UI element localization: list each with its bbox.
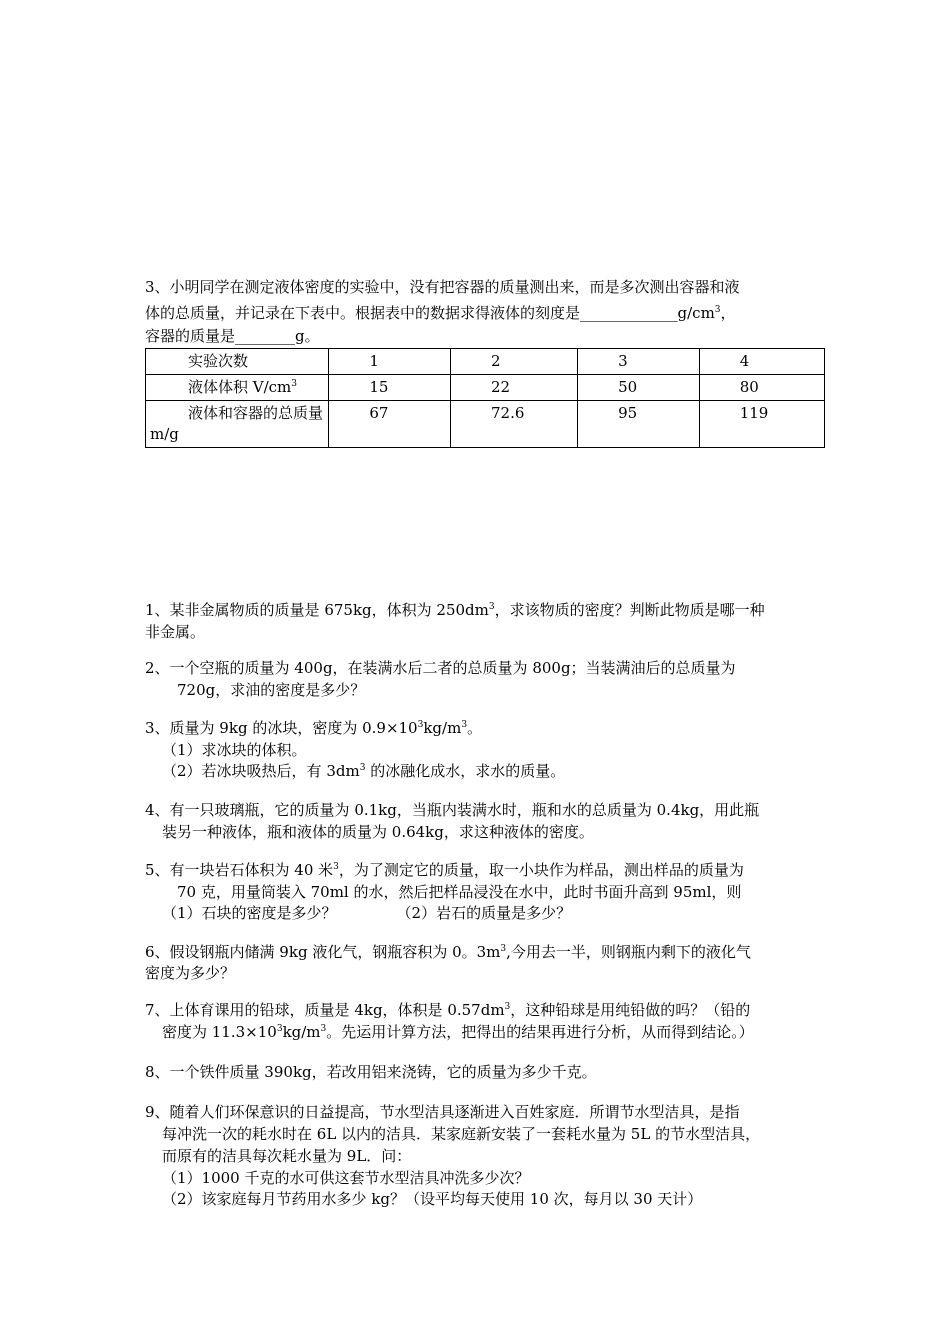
problem-9-line-2: 每冲洗一次的耗水时在 6L 以内的洁具．某家庭新安装了一套耗水量为 5L 的节水型洁具， [162,1125,761,1143]
text: 。 [467,719,483,737]
table-cell: 2 [450,349,577,375]
problem-3-line-3 [162,761,565,781]
text: 密度为 11.3×10 [162,1023,277,1041]
text: （2）岩石的质量是多少？ [396,904,572,922]
density-answer-blank[interactable]: _____________ [580,304,678,322]
table-cell: 80 [699,375,824,401]
problem-2-line-2: 720g，求油的密度是多少？ [177,681,366,699]
text: 6、假设钢瓶内储满 9kg 液化气，钢瓶容积为 0。3m [145,943,501,961]
experiment-table [145,348,825,448]
problem-5-line-3 [162,903,571,923]
q3-text-3-end: g。 [295,327,320,345]
table-cell: 119 [699,401,824,448]
text: （1）石块的密度是多少？ [162,904,337,922]
problem-5-line-2: 70 克，用量筒装入 70ml 的水，然后把样品浸没在水中，此时书面升高到 95ml，则 [177,883,742,901]
sup: 3 [276,1024,283,1034]
text: 1、某非金属物质的质量是 675kg，体积为 250dm [145,601,489,619]
problem-7-line-1 [145,1000,750,1020]
table-cell: 67 [329,401,451,448]
problem-6-line-2: 密度为多少？ [145,964,236,982]
text: ，这种铅球是用纯铅做的吗？（铅的 [510,1001,751,1019]
row-label-2: m/g [150,425,179,443]
text: 。先运用计算方法，把得出的结果再进行分析，从而得到结论。） [326,1023,754,1041]
q3-line-3 [145,326,320,346]
table-header-cell [146,401,329,448]
table-row [146,401,825,448]
text: 3、质量为 9kg 的冰块，密度为 0.9×10 [145,719,418,737]
problem-9-line-3: 而原有的洁具每次耗水量为 9L．问： [162,1147,412,1165]
problem-9-line-4: （1）1000 千克的水可供这套节水型洁具冲洗多少次？ [162,1169,530,1187]
q3-line-1 [145,277,740,297]
text: ，为了测定它的质量，取一小块作为样品，测出样品的质量为 [338,861,744,879]
sup: 3 [488,602,495,612]
q3-text-3: 容器的质量是 [145,327,236,345]
text: 7、上体育课用的铅球，质量是 4kg，体积是 0.57dm [145,1001,505,1019]
container-mass-blank[interactable]: ________ [235,327,296,345]
density-unit-sup: 3 [714,305,721,315]
problem-7-line-2 [162,1022,754,1042]
sup: 3 [359,763,366,773]
problem-6-line-1 [145,942,751,962]
density-unit: g/cm [677,304,715,322]
table-header-cell [146,375,329,401]
text: 的冰融化成水，求水的质量。 [365,762,566,780]
problem-2-line-1: 2、一个空瓶的质量为 400g，在装满水后二者的总质量为 800g；当装满油后的总质量为 [145,659,736,677]
problem-4-line-2: 装另一种液体，瓶和液体的质量为 0.64kg，求这种液体的密度。 [162,823,594,841]
table-row [146,349,825,375]
sup: 3 [500,944,507,954]
table-cell: 22 [450,375,577,401]
q3-line-2 [145,303,736,323]
table-cell: 72.6 [450,401,577,448]
problem-3-line-2: （1）求冰块的体积。 [162,741,307,759]
q3-text-2-end: ， [720,304,736,322]
table-row [146,375,825,401]
q3-text-1: 3、小明同学在测定液体密度的实验中，没有把容器的质量测出来，而是多次测出容器和液 [145,278,740,296]
problem-5-line-1 [145,860,744,880]
text: ，求该物质的密度？判断此物质是哪一种 [494,601,765,619]
q3-text-2: 体的总质量，并记录在下表中。根据表中的数据求得液体的刻度是 [145,304,581,322]
row-label-sup: 3 [291,379,298,389]
table-cell: 50 [578,375,700,401]
row-label: 液体和容器的总质量 [188,404,324,422]
problem-4-line-1: 4、有一只玻璃瓶，它的质量为 0.1kg，当瓶内装满水时，瓶和水的总质量为 0.4kg，用此瓶 [145,801,760,819]
sup: 3 [417,720,424,730]
problem-1-line-1 [145,600,765,620]
problem-8-line-1: 8、一个铁件质量 390kg，若改用铝来浇铸，它的质量为多少千克。 [145,1063,597,1081]
sup: 3 [320,1024,327,1034]
table-cell: 3 [578,349,700,375]
row-label: 实验次数 [188,352,249,370]
table-cell: 1 [329,349,451,375]
text: kg/m [282,1023,321,1041]
text: kg/m [423,719,462,737]
text: （2）若冰块吸热后，有 3dm [162,762,360,780]
problem-3-line-1 [145,718,482,738]
text: ,今用去一半，则钢瓶内剩下的液化气 [506,943,751,961]
problem-9-line-1: 9、随着人们环保意识的日益提高，节水型洁具逐渐进入百姓家庭．所谓节水型洁具，是指 [145,1103,740,1121]
table-cell: 4 [699,349,824,375]
sup: 3 [333,862,339,872]
problem-9-line-5: （2）该家庭每月节药用水多少 kg？（设平均每天使用 10 次，每月以 30 天计） [162,1190,703,1208]
text: 5、有一块岩石体积为 40 米 [145,861,334,879]
sup: 3 [461,720,468,730]
sup: 3 [504,1002,511,1012]
table-cell: 15 [329,375,451,401]
table-cell: 95 [578,401,700,448]
problem-1-line-2: 非金属。 [145,623,206,641]
table-header-cell [146,349,329,375]
row-label: 液体体积 V/cm [188,378,292,396]
